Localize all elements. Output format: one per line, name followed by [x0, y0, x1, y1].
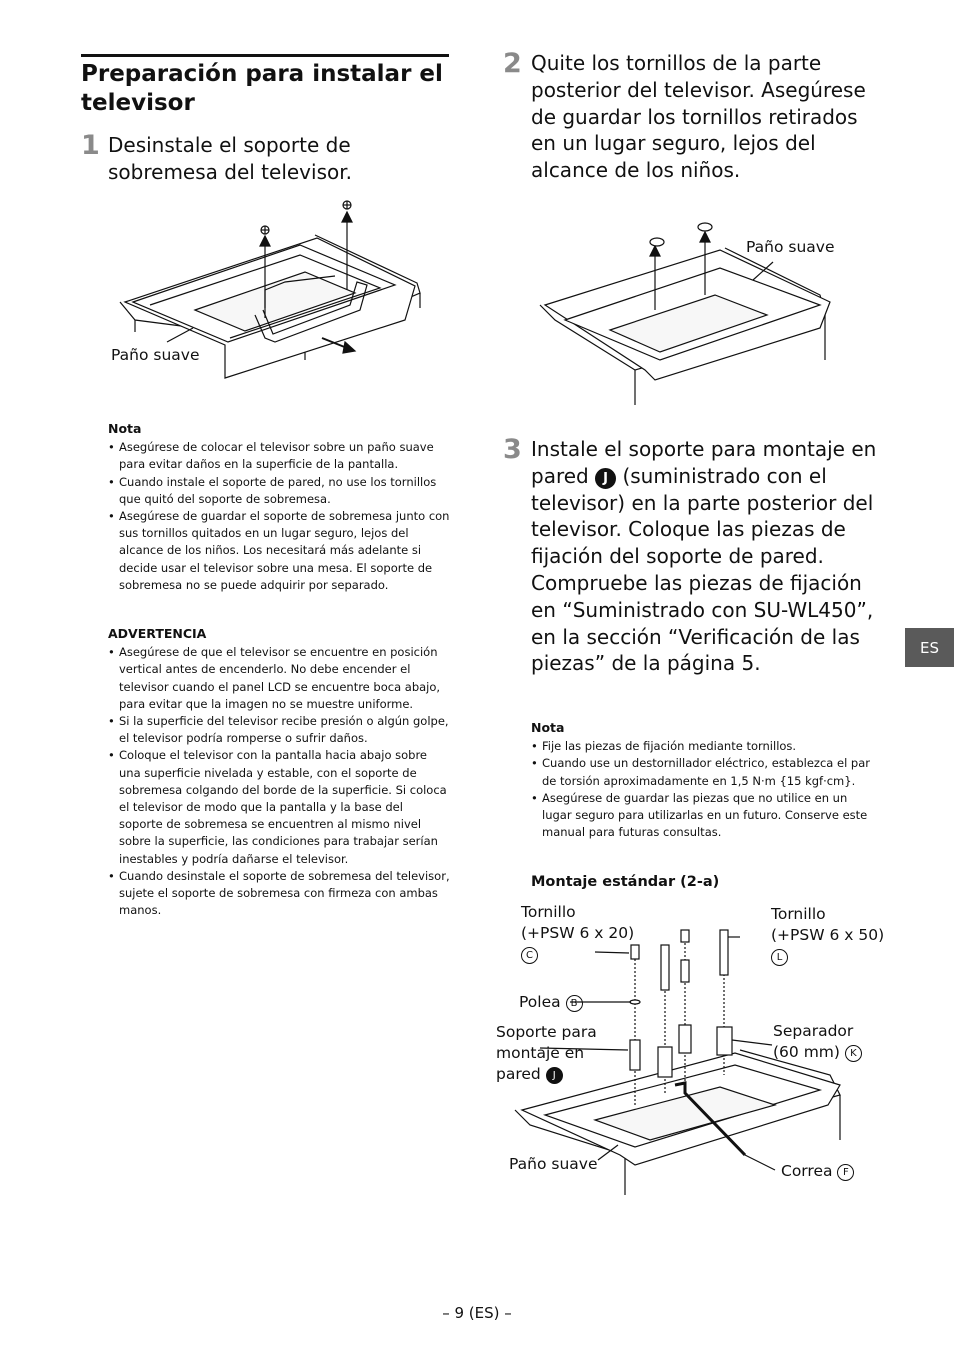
fig2-cloth-label: Paño suave [746, 238, 835, 256]
advertencia [108, 625, 450, 919]
separador-label [773, 1021, 862, 1063]
screw-l-line1: Tornillo [771, 905, 826, 923]
nota-1-item: • Asegúrese de colocar el televisor sobre un paño suave para evitar daños en la superficie de la pantalla. [108, 439, 450, 473]
correa-text: Correa [781, 1162, 833, 1180]
step-3-text-a: Instale el soporte para montaje en pared [531, 437, 877, 488]
l-marker-icon: L [771, 949, 788, 966]
advertencia-item: • Si la superficie del televisor recibe presión o algún golpe, el televisor podría romperse o sufrir daños. [108, 713, 450, 747]
language-tab: ES [905, 628, 954, 667]
soporte-label [496, 1022, 597, 1085]
step-1-text: Desinstale el soporte de sobremesa del televisor. [108, 133, 352, 184]
step-2-number: 2 [503, 48, 522, 79]
j-marker-small-icon: J [546, 1067, 563, 1084]
step-3-number: 3 [503, 434, 522, 465]
screw-c-label [521, 902, 634, 965]
nota-3-item: • Asegúrese de guardar las piezas que no utilice en un lugar seguro para utilizarlas en un futuro. Conserve este manual para futuras consultas. [531, 790, 876, 842]
screw-l-line2: (+PSW 6 x 50) [771, 926, 885, 944]
nota-1-item: • Cuando instale el soporte de pared, no use los tornillos que quitó del soporte de sobremesa. [108, 474, 450, 508]
step-3-text-b: (suministrado con el televisor) en la parte posterior del televisor. Coloque las piezas de fijación del soporte de pared. Compruebe las piezas de fijación en “Suministrado con SU-WL450”, en la sección “Verificación de las piezas” de la página 5. [531, 463, 874, 676]
screw-c-line2: (+PSW 6 x 20) [521, 924, 635, 942]
step-2-text: Quite los tornillos de la parte posterior del televisor. Asegúrese de guardar los tornillos retirados en un lugar seguro, lejos del alcance de los niños. [531, 51, 866, 183]
nota-3-label: Nota [531, 720, 565, 735]
title-rule [81, 54, 449, 57]
k-marker-icon: K [845, 1045, 862, 1062]
nota-3 [531, 719, 876, 841]
fig3-cloth-label: Paño suave [509, 1155, 598, 1173]
screw-c-line1: Tornillo [521, 903, 576, 921]
nota-1 [108, 420, 450, 594]
polea-text: Polea [519, 993, 561, 1011]
nota-3-item: • Fije las piezas de fijación mediante tornillos. [531, 738, 876, 755]
nota-1-item: • Asegúrese de guardar el soporte de sobremesa junto con sus tornillos quitados en un lugar seguro, lejos del alcance de los niños. Los necesitará más adelante si decide usar el televisor sobre una mesa. El soporte de sobremesa no se puede adquirir por separado. [108, 508, 450, 594]
step-3-text [531, 436, 881, 677]
fig3-subhead: Montaje estándar (2-a) [531, 874, 720, 890]
nota-3-item: • Cuando use un destornillador eléctrico, establezca el par de torsión aproximadamente en 1,5 N·m {15 kgf·cm}. [531, 755, 876, 789]
c-marker-icon: C [521, 947, 538, 964]
f-marker-icon: F [837, 1164, 854, 1181]
separador-line2: (60 mm) [773, 1043, 840, 1061]
soporte-line3: pared [496, 1065, 541, 1083]
page-number: – 9 (ES) – [442, 1304, 512, 1322]
b-marker-icon: B [566, 995, 583, 1012]
polea-label [519, 992, 583, 1013]
step-1-number: 1 [81, 130, 100, 161]
correa-label [781, 1161, 854, 1182]
screw-l-label [771, 904, 884, 967]
page-title: Preparación para instalar el televisor [81, 61, 443, 116]
fig1-cloth-label: Paño suave [111, 346, 200, 364]
j-marker-icon: J [595, 468, 616, 489]
advertencia-item: • Asegúrese de que el televisor se encuentre en posición vertical antes de encenderlo. No debe encender el televisor cuando el panel LCD se encuentre boca abajo, para evitar que la imagen no se muestre uniforme. [108, 644, 450, 713]
advertencia-item: • Coloque el televisor con la pantalla hacia abajo sobre una superficie nivelada y estable, con el soporte de sobremesa colgando del borde de la superficie. Si coloca el televisor de modo que la pantalla y la base del soporte de sobremesa se encuentren al mismo nivel sobre la superficie, las condiciones para trabajar serían inestables y podría dañarse el televisor. [108, 747, 450, 867]
separador-line1: Separador [773, 1022, 854, 1040]
advertencia-item: • Cuando desinstale el soporte de sobremesa del televisor, sujete el soporte de sobremesa con firmeza con ambas manos. [108, 868, 450, 920]
soporte-line2: montaje en [496, 1044, 585, 1062]
advertencia-label: ADVERTENCIA [108, 626, 207, 641]
soporte-line1: Soporte para [496, 1023, 597, 1041]
nota-1-label: Nota [108, 421, 142, 436]
